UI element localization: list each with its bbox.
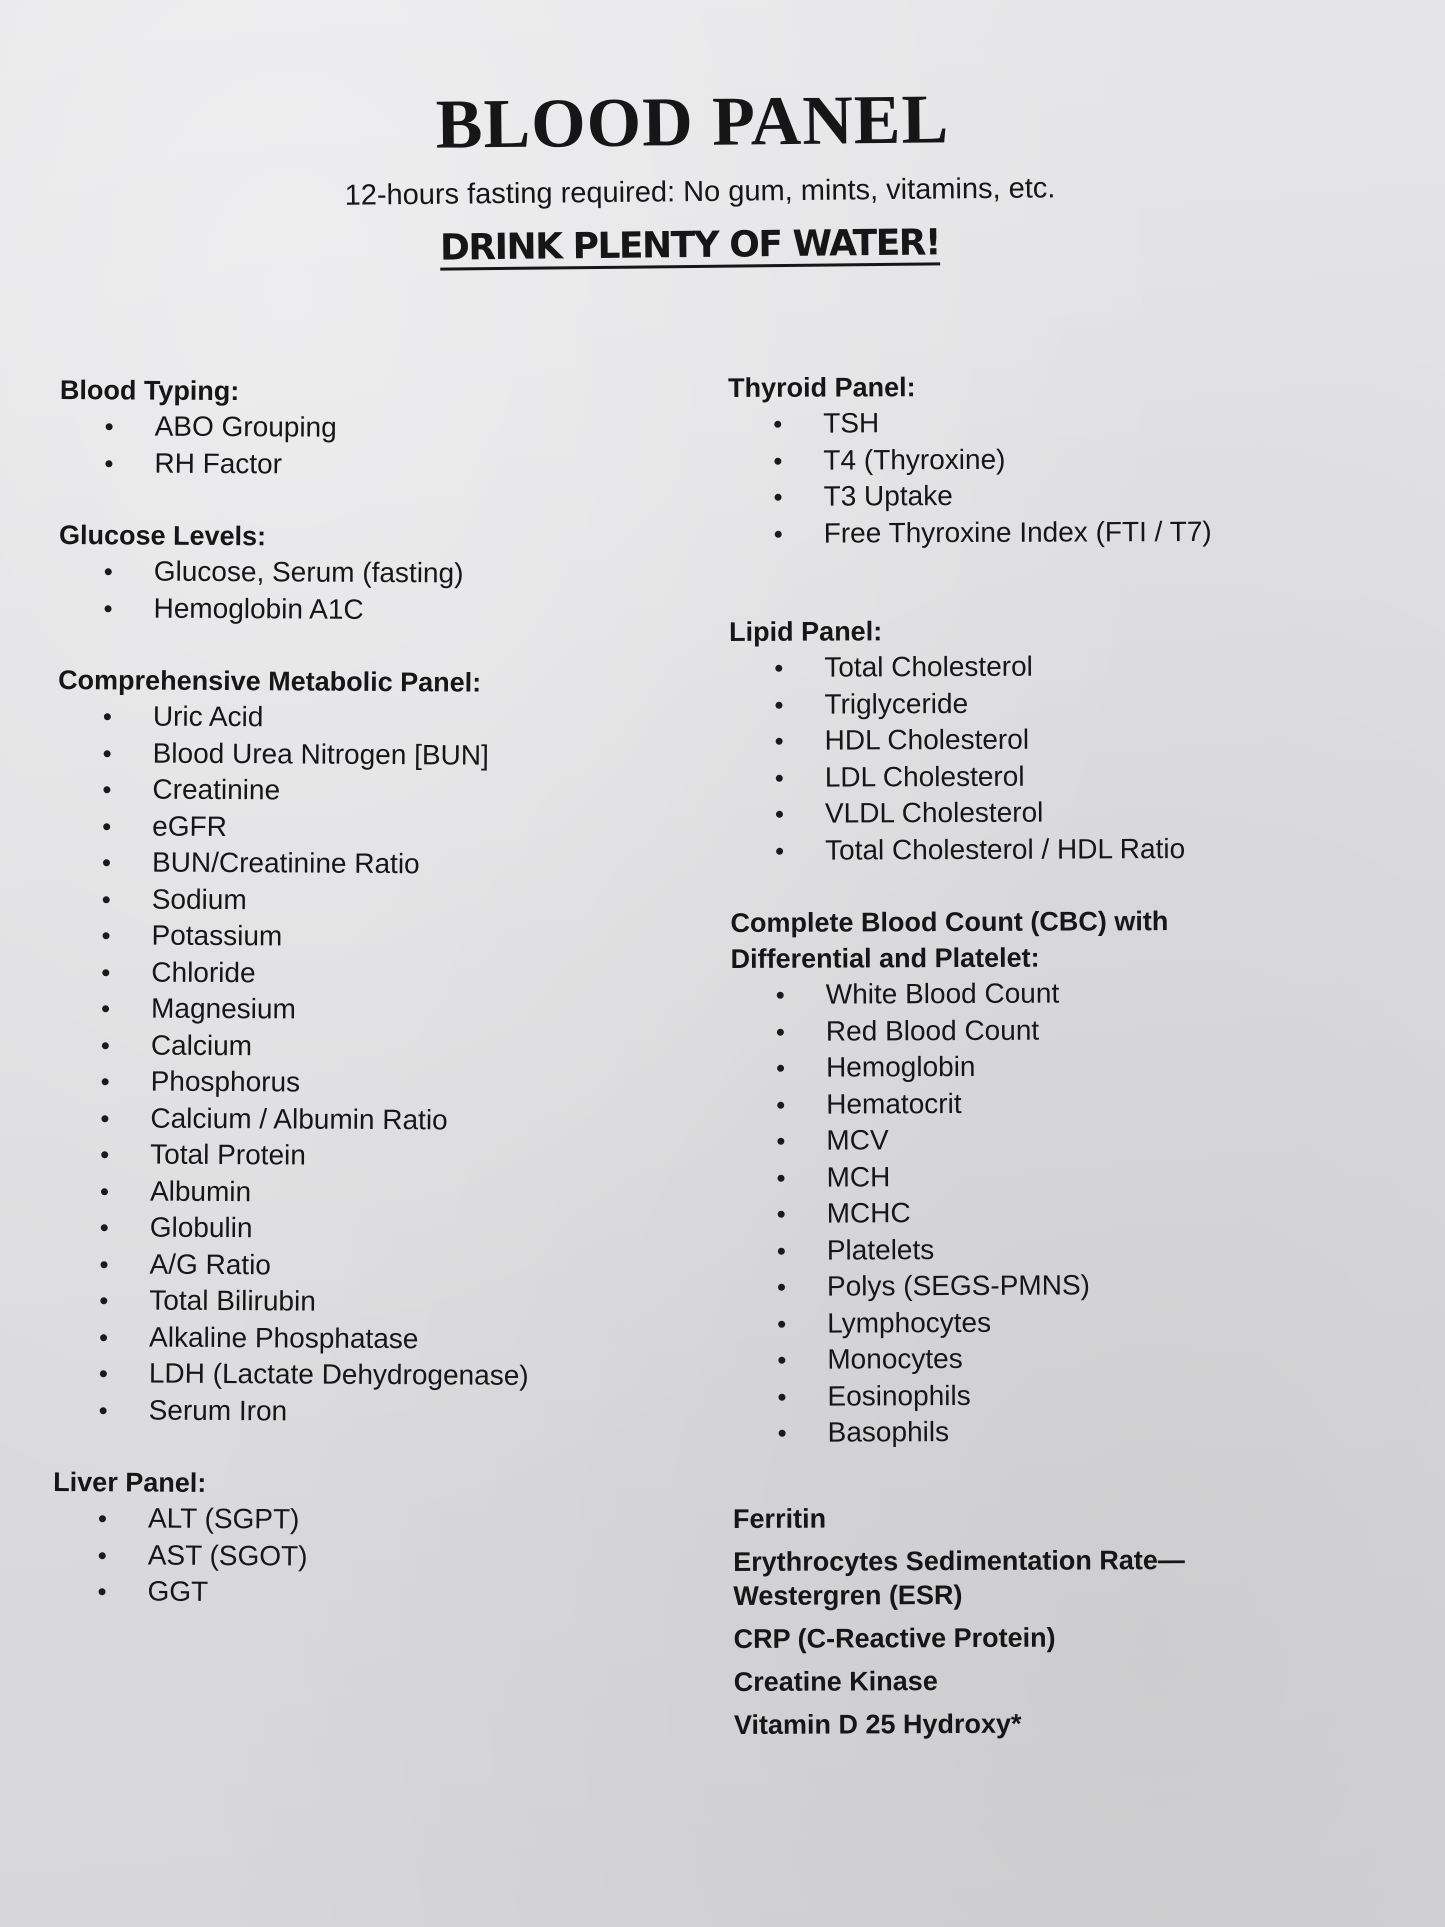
test-crp: CRP (C-Reactive Protein) (733, 1622, 1056, 1654)
list-item: Albumin (55, 1172, 715, 1213)
section-title: Liver Panel: (53, 1466, 207, 1498)
list-item: Platelets (732, 1230, 1392, 1269)
section-glucose-levels (58, 517, 719, 630)
test-vitamin-d: Vitamin D 25 Hydroxy* (733, 1708, 1022, 1740)
test-list (52, 1500, 713, 1614)
list-item: Calcium (56, 1026, 716, 1067)
list-item: Basophils (733, 1412, 1393, 1451)
list-item: Potassium (56, 917, 716, 958)
section-complete-blood-count (730, 902, 1392, 1451)
section-title: Complete Blood Count (CBC) with (730, 906, 1169, 938)
list-item: Chloride (56, 953, 716, 994)
list-item: Hemoglobin (731, 1047, 1391, 1086)
list-item: White Blood Count (731, 974, 1391, 1013)
test-list (731, 974, 1393, 1451)
section-title: Comprehensive Metabolic Panel: (58, 664, 482, 698)
list-item: Alkaline Phosphatase (54, 1318, 714, 1359)
list-item: RH Factor (59, 444, 719, 485)
right-column (728, 367, 1394, 1750)
test-ferritin: Ferritin (732, 1503, 827, 1534)
water-notice (0, 221, 1380, 271)
list-item: ABO Grouping (60, 408, 720, 449)
list-item: TSH (728, 403, 1388, 442)
section-liver-panel (52, 1464, 713, 1614)
list-item: LDL Cholesterol (730, 757, 1390, 796)
list-item: MCH (731, 1157, 1391, 1196)
list-item: GGT (52, 1573, 712, 1614)
left-column (52, 372, 720, 1614)
list-item: HDL Cholesterol (730, 720, 1390, 759)
list-item: Phosphorus (56, 1063, 716, 1104)
list-item: LDH (Lactate Dehydrogenase) (54, 1355, 714, 1396)
section-blood-typing (59, 372, 720, 485)
list-item: Red Blood Count (731, 1011, 1391, 1050)
list-item: Blood Urea Nitrogen [BUN] (58, 734, 718, 775)
list-item: MCV (731, 1120, 1391, 1159)
list-item: VLDL Cholesterol (730, 793, 1390, 832)
list-item: Polys (SEGS-PMNS) (732, 1266, 1392, 1305)
list-item: A/G Ratio (54, 1245, 714, 1286)
list-item: Free Thyroxine Index (FTI / T7) (729, 513, 1389, 552)
spacer (59, 481, 719, 521)
spacer (58, 626, 718, 666)
test-esr-line1: Erythrocytes Sedimentation Rate— (733, 1544, 1185, 1577)
test-list (58, 553, 718, 630)
list-item: Globulin (55, 1209, 715, 1250)
list-item: MCHC (732, 1193, 1392, 1232)
section-comprehensive-metabolic-panel (54, 662, 719, 1432)
list-item: Sodium (57, 880, 717, 921)
section-title: Thyroid Panel: (728, 372, 916, 403)
list-item: Lymphocytes (732, 1303, 1392, 1342)
list-item: Total Bilirubin (54, 1282, 714, 1323)
list-item: Serum Iron (54, 1391, 714, 1432)
list-item: T3 Uptake (728, 476, 1388, 515)
fasting-instructions: 12-hours fasting required: No gum, mints, vitamins, etc. (344, 172, 1056, 212)
water-notice-text: DRINK PLENTY OF WATER! (439, 222, 941, 269)
list-item: Hematocrit (731, 1084, 1391, 1123)
list-item: Eosinophils (732, 1376, 1392, 1415)
list-item: Total Cholesterol / HDL Ratio (730, 830, 1390, 869)
list-item: Monocytes (732, 1339, 1392, 1378)
list-item: eGFR (57, 807, 717, 848)
test-list (54, 698, 718, 1432)
list-item: AST (SGOT) (53, 1536, 713, 1577)
list-item: Calcium / Albumin Ratio (55, 1099, 715, 1140)
list-item: Hemoglobin A1C (58, 589, 718, 630)
section-lipid-panel (729, 611, 1390, 869)
spacer (730, 866, 1390, 905)
test-list (729, 647, 1390, 869)
list-item: Triglyceride (729, 684, 1389, 723)
section-title: Lipid Panel: (729, 616, 883, 647)
list-item: Magnesium (56, 990, 716, 1031)
spacer (729, 549, 1389, 614)
list-item: ALT (SGPT) (53, 1500, 713, 1541)
section-title: Differential and Platelet: (730, 942, 1040, 974)
list-item: BUN/Creatinine Ratio (57, 844, 717, 885)
list-item: Glucose, Serum (fasting) (59, 553, 719, 594)
section-additional-tests (733, 1499, 1394, 1742)
section-title: Blood Typing: (59, 374, 240, 407)
test-list (59, 408, 719, 485)
section-thyroid-panel (728, 367, 1389, 552)
section-title: Glucose Levels: (58, 519, 267, 552)
page-title: BLOOD PANEL (435, 81, 950, 164)
list-item: Total Cholesterol (729, 647, 1389, 686)
spacer (53, 1428, 713, 1468)
test-list (728, 403, 1389, 552)
list-item: T4 (Thyroxine) (728, 440, 1388, 479)
test-esr-line2: Westergren (ESR) (733, 1579, 963, 1611)
spacer (733, 1449, 1393, 1502)
list-item: Total Protein (55, 1136, 715, 1177)
list-item: Creatinine (57, 771, 717, 812)
test-creatine-kinase: Creatine Kinase (733, 1665, 938, 1697)
list-item: Uric Acid (58, 698, 718, 739)
